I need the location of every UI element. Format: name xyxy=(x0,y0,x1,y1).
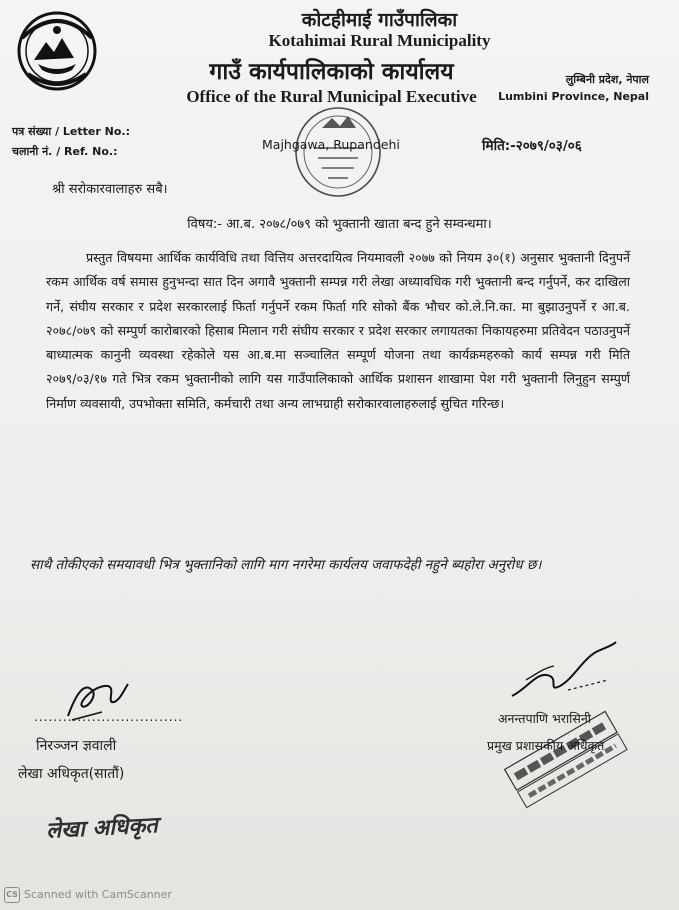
scanner-watermark xyxy=(4,887,172,903)
subject-line: विषय:- आ.ब. २०७८/०७९ को भुक्तानी खाता बन्द हुने सम्वन्धमा। xyxy=(187,217,492,232)
office-seal-stamp xyxy=(292,104,384,200)
office-location: Majhgawa, Rupandehi xyxy=(262,137,400,152)
municipality-name-nepali: कोटहीमाई गाउँपालिका xyxy=(301,9,458,31)
reference-number-label: चलानी नं. / Ref. No.: xyxy=(12,145,118,158)
officer-name-stamp xyxy=(500,706,630,814)
right-signatory-designation: प्रमुख प्रशासकीय अधिकृत xyxy=(487,738,605,753)
left-signatory-name: निरञ्जन ज्ञवाली xyxy=(36,738,117,754)
province-english: Lumbini Province, Nepal xyxy=(498,90,649,103)
right-signatory-name: अनन्तपाणि भरासिनी xyxy=(498,711,592,726)
left-handwritten-designation: लेखा अधिकृत xyxy=(45,813,159,844)
scanner-watermark-text: Scanned with CamScanner xyxy=(24,888,172,901)
left-signatory-designation: लेखा अधिकृत(सातौं) xyxy=(18,766,125,782)
province-nepali: लुम्बिनी प्रदेश, नेपाल xyxy=(565,73,649,86)
office-name-english: Office of the Rural Municipal Executive xyxy=(186,87,477,106)
right-signature xyxy=(508,640,618,702)
letter-date: मिति:-२०७९/०३/०६ xyxy=(482,138,582,154)
letter-number-label: पत्र संख्या / Letter No.: xyxy=(12,125,130,138)
office-name-nepali: गाउँ कार्यपालिकाको कार्यालय xyxy=(209,59,454,85)
addressee: श्री सरोकारवालाहरु सबै। xyxy=(52,182,168,197)
letter-body: प्रस्तुत विषयमा आर्थिक कार्यविधि तथा वित्तिय अत्तरदायित्व नियमावली २०७७ को नियम ३०(१) अनुसार भुक्तानी दिनुपर्ने रकम आर्थिक वर्ष समास हुनुभन्दा सात दिन अगावै भुक्तानी सम्पन्न गरी लेखा अध्यावधिक गरी भुक्तानी बन्द गर्नुपर्ने, कर दाखिला गर्ने, संघीय सरकार र प्रदेश सरकारलाई फिर्ता गर्नुपर्ने रकम फिर्ता गरि सोको बैंक भौचर को.ले.नि.का. मा बुझाउनुपर्ने र आ.ब. २०७८/०७९ को सम्पुर्ण कारोबारको हिसाब मिलान गरी संघीय सरकार र प्रदेश सरकार लगायतका निकायहरुमा प्रतिवेदन पठाउनुपर्ने बाध्यात्मक कानुनी व्यवस्था रहेकोले यस आ.ब.मा सञ्चालित सम्पूर्ण योजना तथा कार्यक्रमहरुको कार्य सम्पन्न गरी मिति २०७९/०३/१७ गते भित्र रकम भुक्तानीको लागि यस गाउँपालिकाको आर्थिक प्रशासन शाखामा पेश गरी भुक्तानी लिनुहुन सम्पुर्ण निर्माण व्यवसायी, उपभोक्ता समिति, कर्मचारी तथा अन्य लाभग्राही सरोकारवालाहरुलाई सुचित गरिन्छ। xyxy=(46,250,630,411)
request-paragraph: साथै तोकीएको समयावधी भित्र भुक्तानिको लागि माग नगरेमा कार्यलय जवाफदेही नहुने ब्यहोरा अनुरोध छ। xyxy=(30,557,542,573)
camscanner-icon: CS xyxy=(4,887,20,903)
signature-line-left: ............................... xyxy=(34,710,184,724)
municipality-name-english: Kotahimai Rural Municipality xyxy=(268,31,491,50)
